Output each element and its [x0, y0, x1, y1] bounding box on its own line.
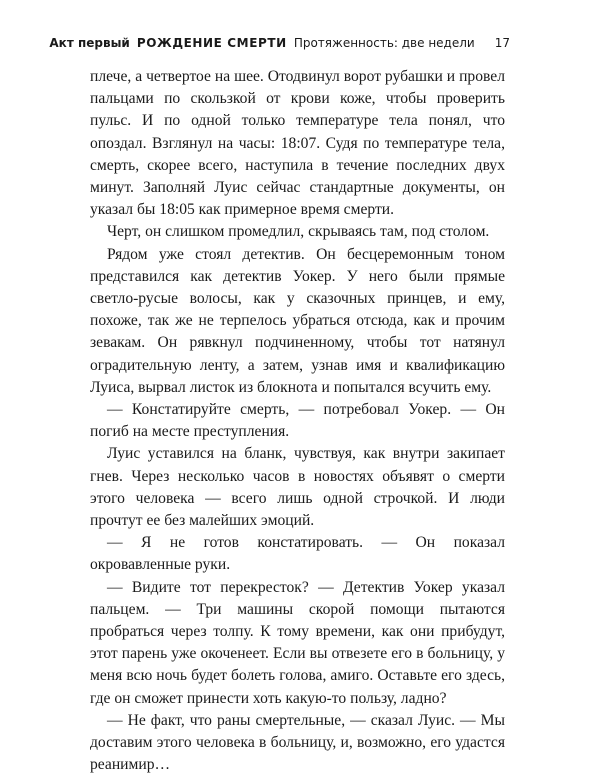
- paragraph: Рядом уже стоял детектив. Он бесцеремонным тоном представился как детектив Уокер. У него были прямые светло-русые волосы, как у сказочных принцев, и ему, похоже, так же не терпелось убраться отсюда, как и прочим зевакам. Он рявкнул подчиненному, чтобы тот натянул оградительную ленту, а затем, узнав имя и квалификацию Луиса, вырвал листок из блокнота и попытался всучить ему.: [90, 245, 505, 396]
- paragraph: Черт, он слишком промедлил, скрываясь там, под столом.: [107, 223, 490, 241]
- page-number: 17: [494, 36, 510, 50]
- body-text: [90, 66, 505, 777]
- header-chapter-title: РОЖДЕНИЕ СМЕРТИ: [136, 36, 287, 50]
- paragraph: Луис уставился на бланк, чувствуя, как внутри закипает гнев. Через несколько часов в новостях объявят о смерти этого человека — всего лишь одной строчкой. И люди прочтут ее без малейших эмоций.: [90, 445, 505, 530]
- paragraph: — Я не готов констатировать. — Он показал окровавленные руки.: [90, 534, 505, 574]
- header-part: Акт первый: [49, 36, 130, 50]
- running-header: [49, 36, 510, 56]
- paragraph: плече, а четвертое на шее. Отодвинул ворот рубашки и провел пальцами по скользкой от крови коже, чтобы проверить пульс. И по одной только температуре тела понял, что опоздал. Взглянул на часы: 18:07. Судя по температуре тела, смерть, скорее всего, наступила в течение последних двух минут. Заполняй Луис сейчас стандартные документы, он указал бы 18:05 как примерное время смерти.: [90, 68, 505, 219]
- paragraph: — Констатируйте смерть, — потребовал Уокер. — Он погиб на месте преступления.: [90, 401, 505, 441]
- paragraph: — Не факт, что раны смертельные, — сказал Луис. — Мы доставим этого человека в больницу, и, возможно, его удастся реанимир…: [90, 711, 505, 774]
- paragraph: — Видите тот перекресток? — Детектив Уокер указал пальцем. — Три машины скорой помощи пытаются пробраться через толпу. К тому времени, как они прибудут, этот парень уже окоченеет. Если вы отвезете его в больницу, у меня всю ночь будет болеть голова, амиго. Оставьте его здесь, где он сможет принести хоть какую-то пользу, ладно?: [90, 578, 505, 707]
- header-subtitle: Протяженность: две недели: [293, 36, 475, 50]
